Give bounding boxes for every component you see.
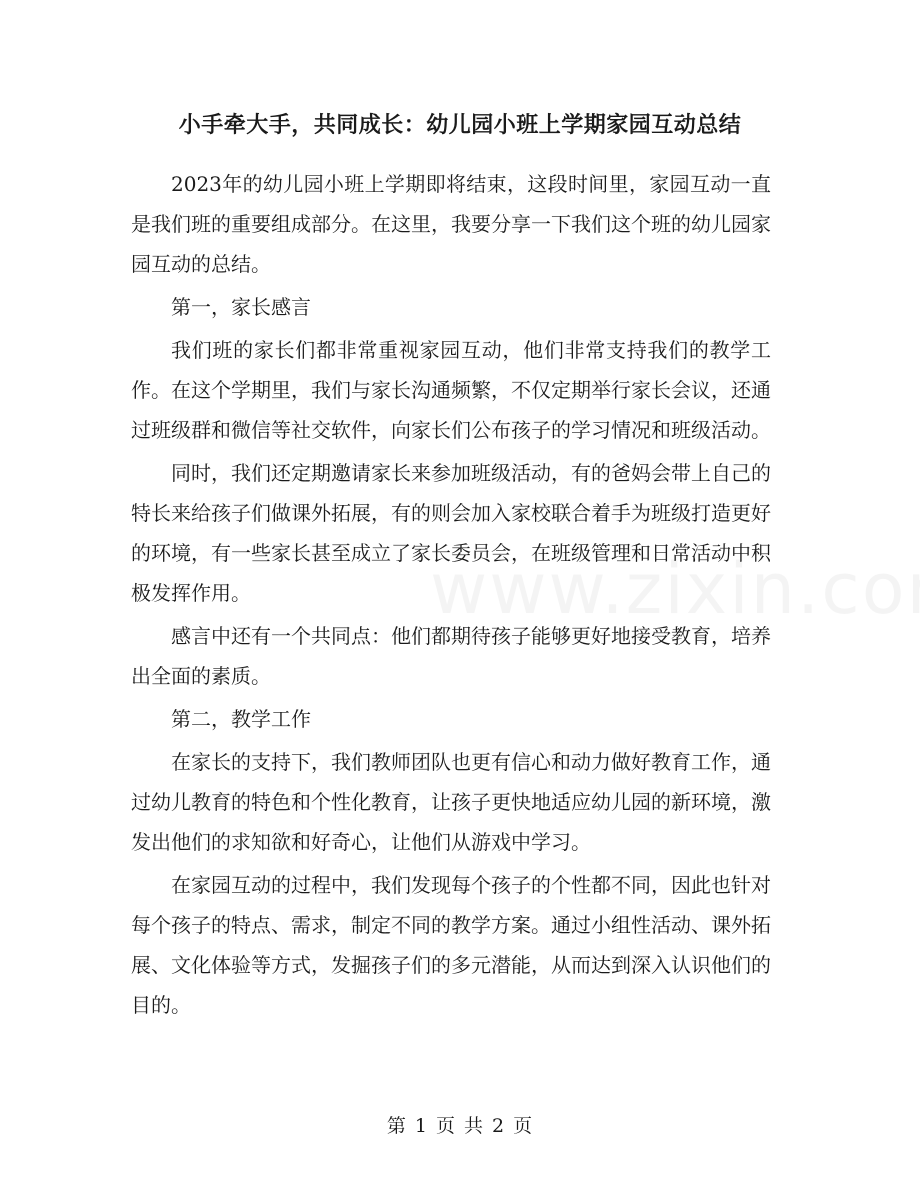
paragraph-intro: 2023年的幼儿园小班上学期即将结束，这段时间里，家园互动一直是我们班的重要组成部分。在这里，我要分享一下我们这个班的幼儿园家园互动的总结。 [131, 172, 771, 276]
paragraph-parents-2: 同时，我们还定期邀请家长来参加班级活动，有的爸妈会带上自己的特长来给孩子们做课外拓展，有的则会加入家校联合着手为班级打造更好的环境，有一些家长甚至成立了家长委员会，在班级管理和日常活动中积极发挥作用。 [131, 461, 771, 605]
paragraph-parents-1: 我们班的家长们都非常重视家园互动，他们非常支持我们的教学工作。在这个学期里，我们与家长沟通频繁，不仅定期举行家长会议，还通过班级群和微信等社交软件，向家长们公布孩子的学习情况和班级活动。 [131, 338, 771, 442]
document-title: 小手牵大手，共同成长：幼儿园小班上学期家园互动总结 [178, 113, 742, 138]
footer-prefix: 第 [386, 1115, 407, 1137]
section-heading-parents: 第一，家长感言 [171, 295, 311, 319]
footer-current-page: 1 [414, 1115, 428, 1137]
paragraph-teaching-1: 在家长的支持下，我们教师团队也更有信心和动力做好教育工作，通过幼儿教育的特色和个性化教育，让孩子更快地适应幼儿园的新环境，激发出他们的求知欲和好奇心，让他们从游戏中学习。 [131, 750, 771, 854]
footer-suffix: 页 [513, 1115, 534, 1137]
footer-total-pages: 2 [492, 1115, 506, 1137]
paragraph-parents-3: 感言中还有一个共同点：他们都期待孩子能够更好地接受教育，培养出全面的素质。 [131, 624, 771, 688]
page-footer [0, 1111, 920, 1138]
footer-total-prefix: 共 [464, 1115, 485, 1137]
paragraph-teaching-2: 在家园互动的过程中，我们发现每个孩子的个性都不同，因此也针对每个孩子的特点、需求，制定不同的教学方案。通过小组性活动、课外拓展、文化体验等方式，发掘孩子们的多元潜能，从而达到深入认识他们的目的。 [131, 873, 771, 1017]
document-body [131, 164, 771, 1028]
footer-page-word: 页 [435, 1115, 456, 1137]
section-heading-teaching: 第二，教学工作 [171, 707, 311, 731]
